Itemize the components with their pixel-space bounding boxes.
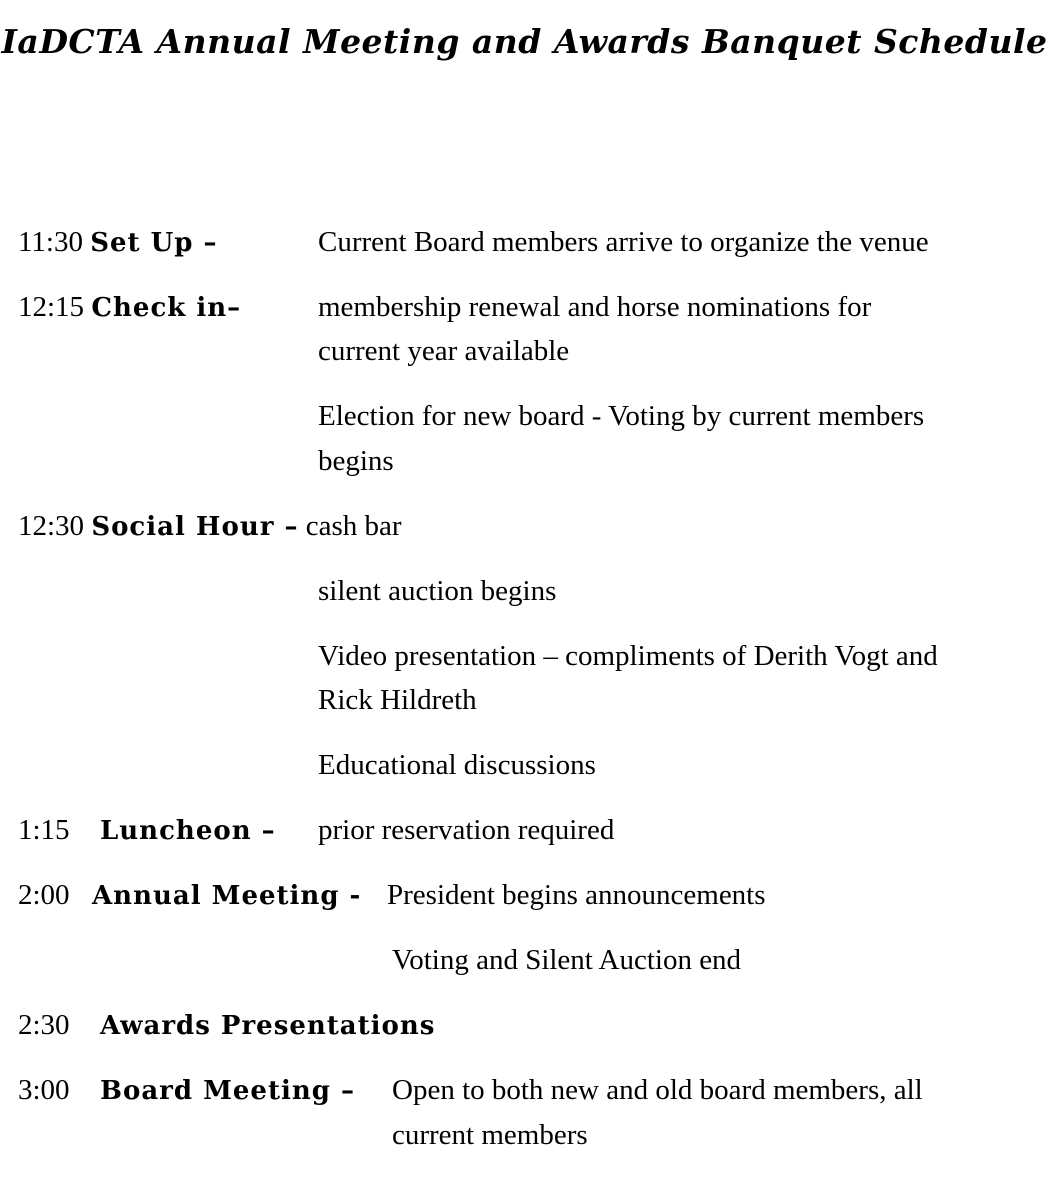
event-label: Awards Presentations [100,1011,436,1041]
schedule-row-social-hour [18,504,402,549]
event-label-wrap [100,808,276,853]
event-label: Luncheon – [100,816,276,846]
event-note-video: Video presentation – compliments of Derith Vogt and [318,640,938,672]
time: 1:15 [18,814,70,846]
event-description: membership renewal and horse nominations for [318,291,872,323]
schedule-row-luncheon [18,808,70,852]
time: 3:00 [18,1074,70,1106]
event-note-voting-end: Voting and Silent Auction end [392,944,742,976]
event-label-wrap [92,873,361,918]
event-note-video-cont: Rick Hildreth [318,684,477,716]
time: 12:15 [18,291,85,323]
event-label: Set Up – [90,228,218,258]
time: 2:00 [18,879,70,911]
event-description: cash bar [305,510,402,542]
event-description: Open to both new and old board members, all [392,1074,923,1106]
event-note-silent-auction: silent auction begins [318,575,557,607]
schedule-row-annual-meeting [18,873,70,917]
schedule-row-awards [18,1003,70,1047]
event-description: prior reservation required [318,814,615,846]
event-description: Current Board members arrive to organize the venue [318,226,929,258]
event-note-election: Election for new board - Voting by current members [318,400,925,432]
time: 11:30 [18,226,83,258]
event-label-wrap [100,1003,435,1048]
event-note-election-cont: begins [318,445,394,477]
schedule-row-setup [18,220,218,265]
time: 2:30 [18,1009,70,1041]
page-title: IaDCTA Annual Meeting and Awards Banquet Schedule [1,22,1048,61]
event-label: Board Meeting – [100,1076,355,1106]
schedule-row-checkin [18,285,241,330]
event-description-cont: current members [392,1119,588,1151]
event-label: Social Hour – [91,512,299,542]
event-note-educational: Educational discussions [318,749,596,781]
event-description: President begins announcements [387,879,766,911]
event-label: Annual Meeting - [92,881,362,911]
event-label-wrap [100,1068,355,1113]
event-description-cont: current year available [318,335,570,367]
schedule-row-board-meeting [18,1068,70,1112]
time: 12:30 [18,510,85,542]
event-label: Check in– [91,293,242,323]
